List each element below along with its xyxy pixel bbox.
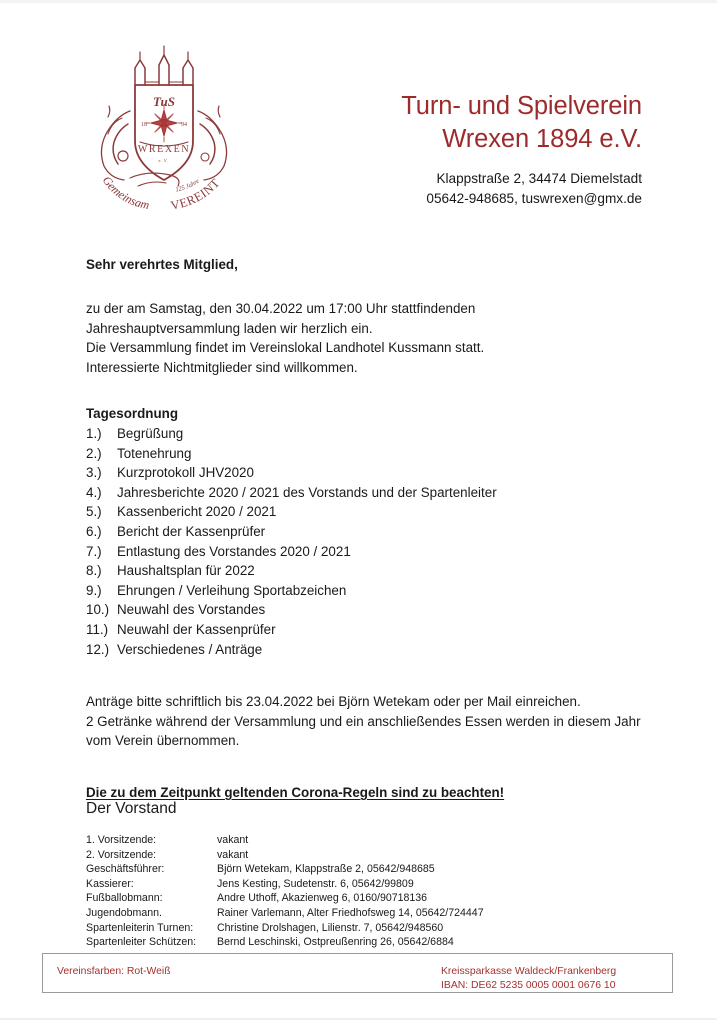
table-row [86,921,484,936]
agenda-item [86,444,677,464]
agenda-item [86,581,677,601]
intro-line: Die Versammlung findet im Vereinslokal Landhotel Kussmann statt. [86,340,485,356]
intro-line: Interessierte Nichtmitglieder sind willkommen. [86,359,358,375]
agenda-item-number: 2.) [86,445,102,461]
board-details: vakant [217,848,249,861]
board-details: Björn Wetekam, Klappstraße 2, 05642/948685 [217,863,435,876]
club-name-line-2: Wrexen 1894 e.V. [442,125,642,153]
agenda-item-label: Haushaltsplan für 2022 [117,563,255,579]
board-role: Kassierer: [86,877,134,890]
agenda-item-label: Neuwahl der Kassenprüfer [117,621,276,637]
board-role: 1. Vorsitzende: [86,834,157,846]
agenda-item [86,483,677,503]
table-row [86,877,484,892]
svg-text:125 Jahre: 125 Jahre [174,177,201,194]
agenda-item [86,620,677,640]
notice-paragraph [86,692,677,751]
club-contact: 05642-948685, tuswrexen@gmx.de [426,190,642,206]
bank-details [441,965,616,993]
intro-line: zu der am Samstag, den 30.04.2022 um 17:00 Uhr stattfindenden [86,301,476,316]
agenda-item-number: 4.) [86,484,102,500]
board-role: Spartenleiterin Turnen: [86,921,194,934]
intro-paragraph [86,299,677,377]
club-colors-text: Vereinsfarben: Rot-Weiß [57,966,171,977]
svg-text:18: 18 [141,122,147,128]
salutation: Sehr verehrtes Mitglied, [86,257,238,272]
board-role: Jugendobmann. [86,906,162,919]
agenda-item [86,542,677,562]
agenda-item-number: 5.) [86,504,102,520]
agenda-item-number: 9.) [86,582,102,598]
board-role: Fußballobmann: [86,892,163,905]
board-details: Christine Drolshagen, Lilienstr. 7, 05642/948560 [217,921,444,934]
club-address: Klappstraße 2, 34474 Diemelstadt [436,171,642,186]
bank-name: Kreissparkasse Waldeck/Frankenberg [441,966,617,977]
agenda-item-label: Kurzprotokoll JHV2020 [117,465,254,481]
svg-text:94: 94 [181,122,187,128]
table-row [86,935,484,950]
agenda-item [86,600,677,620]
board-details: Bernd Leschinski, Ostpreußenring 26, 05642/6884 [217,936,454,949]
notice-line: Anträge bitte schriftlich bis 23.04.2022 bei Björn Wetekam oder per Mail einreichen. [86,694,581,710]
bank-iban: IBAN: DE62 5235 0005 0001 0676 10 [441,980,616,992]
agenda-item-number: 12.) [86,641,110,657]
letterhead [0,34,717,219]
svg-text:e.V.: e.V. [158,158,170,163]
club-name-line-1: Turn- und Spielverein [401,92,642,120]
agenda-item-label: Begrüßung [117,425,184,441]
board-details: Rainer Varlemann, Alter Friedhofsweg 14, 05642/724447 [217,906,484,919]
svg-text:VEREINT: VEREINT [169,175,223,213]
agenda-item [86,640,677,660]
agenda-item [86,502,677,522]
agenda-item-label: Kassenbericht 2020 / 2021 [117,504,277,520]
board-details: Jens Kesting, Sudetenstr. 6, 05642/99809 [217,877,414,890]
intro-line: Jahreshauptversammlung laden wir herzlich ein. [86,320,373,336]
footer-box [42,953,673,993]
svg-text:Gemeinsam: Gemeinsam [99,173,151,213]
agenda-item [86,424,677,444]
agenda-item-label: Bericht der Kassenprüfer [117,523,266,539]
board-role: Spartenleiter Schützen: [86,936,197,949]
agenda-item [86,561,677,581]
board-details: Andre Uthoff, Akazienweg 6, 0160/90718136 [217,892,428,905]
notice-line: vom Verein übernommen. [86,733,240,749]
scan-edge-top [0,0,717,3]
corona-notice: Die zu dem Zeitpunkt geltenden Corona-Regeln sind zu beachten! [86,784,505,800]
board-section [86,798,677,950]
agenda-section [86,404,677,659]
agenda-item-number: 10.) [86,602,110,618]
agenda-item-label: Neuwahl des Vorstandes [117,602,266,618]
table-row [86,848,484,863]
table-row [86,891,484,906]
agenda-item-label: Entlastung des Vorstandes 2020 / 2021 [117,543,351,559]
svg-text:WREXEN: WREXEN [137,144,191,155]
agenda-item-label: Ehrungen / Verleihung Sportabzeichen [117,582,347,598]
agenda-item-number: 6.) [86,523,102,539]
agenda-item-label: Totenehrung [117,445,192,461]
svg-text:TuS: TuS [153,94,175,109]
board-details: vakant [217,834,249,846]
board-role: 2. Vorsitzende: [86,848,157,861]
table-row [86,906,484,921]
agenda-item-number: 7.) [86,543,102,559]
agenda-list [86,424,677,659]
agenda-title: Tagesordnung [86,406,178,422]
agenda-item-label: Jahresberichte 2020 / 2021 des Vorstands und der Spartenleiter [117,484,497,500]
tus-wrexen-crest-logo [78,38,250,213]
agenda-item-number: 3.) [86,465,102,481]
agenda-item [86,463,677,483]
agenda-item-label: Verschiedenes / Anträge [117,641,263,657]
table-row [86,862,484,877]
agenda-item-number: 1.) [86,425,102,441]
notice-line: 2 Getränke während der Versammlung und ein anschließendes Essen werden in diesem Jahr [86,713,641,729]
agenda-item-number: 11.) [86,621,109,637]
agenda-item-number: 8.) [86,563,102,579]
letterhead-text [401,90,642,208]
board-table [86,833,484,950]
board-title: Der Vorstand [86,800,177,817]
agenda-item [86,522,677,542]
letter-body [86,256,677,802]
board-role: Geschäftsführer: [86,863,165,876]
table-row [86,833,484,848]
